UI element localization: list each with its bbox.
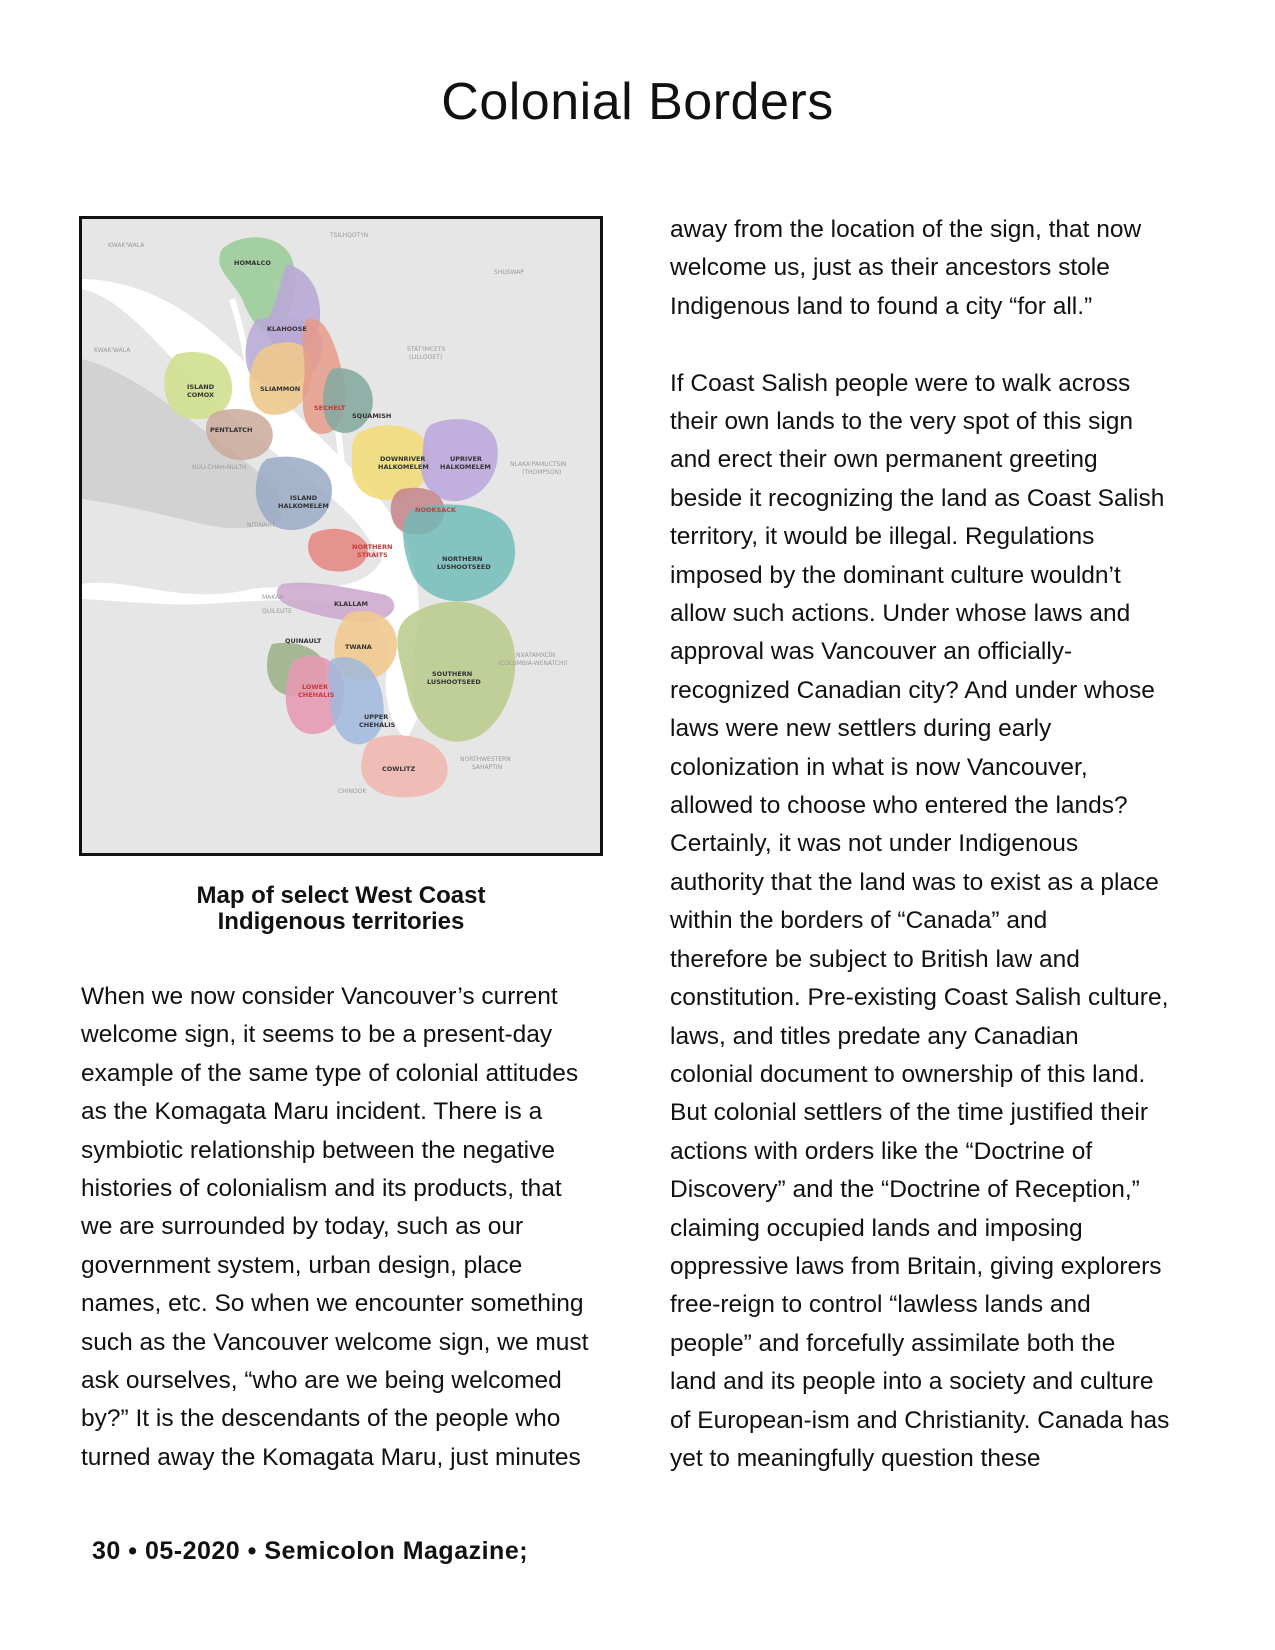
text-line: welcome us, just as their ancestors stole xyxy=(670,254,1110,282)
map-label-makah: MAKAH xyxy=(262,594,284,601)
territory-map xyxy=(79,216,603,856)
text-line: Discovery” and the “Doctrine of Reception,” xyxy=(670,1176,1140,1204)
text-line: But colonial settlers of the time justified their xyxy=(670,1099,1148,1127)
text-line: colonial document to ownership of this land. xyxy=(670,1060,1146,1088)
text-line: welcome sign, it seems to be a present-day xyxy=(81,1021,553,1049)
map-label-quileute: QUILEUTE xyxy=(262,608,292,615)
text-line: Certainly, it was not under Indigenous xyxy=(670,830,1079,858)
text-line: government system, urban design, place xyxy=(81,1251,523,1279)
map-label-twana: TWANA xyxy=(345,643,372,651)
map-label-island-halk-1: ISLAND xyxy=(290,494,318,502)
map-label-northern-lush-2: LUSHOOTSEED xyxy=(437,563,491,571)
map-label-downriver-2: HALKOMELEM xyxy=(378,463,429,471)
text-line: as the Komagata Maru incident. There is a xyxy=(81,1098,543,1126)
map-label-klahoose: KLAHOOSE xyxy=(267,325,307,333)
map-label-nw-sahaptin-2: SAHAPTIN xyxy=(472,764,503,771)
text-line: we are surrounded by today, such as our xyxy=(81,1213,524,1241)
text-line: recognized Canadian city? And under whose xyxy=(670,676,1155,704)
text-line: away from the location of the sign, that now xyxy=(670,216,1142,243)
map-label-statimcets-2: (LILLOOET) xyxy=(409,354,443,361)
map-label-nxaamxcin-2: (COLUMBIA-WENATCHI) xyxy=(498,660,568,667)
right-column-text xyxy=(670,211,1210,1478)
text-line: such as the Vancouver welcome sign, we must xyxy=(81,1328,589,1356)
map-label-northern-lush-1: NORTHERN xyxy=(442,555,483,563)
text-line: within the borders of “Canada” and xyxy=(670,907,1048,935)
text-line: actions with orders like the “Doctrine of xyxy=(670,1137,1093,1165)
map-label-tsilhqotin: TSILHQOT'IN xyxy=(330,232,369,239)
text-line: claiming occupied lands and imposing xyxy=(670,1214,1083,1242)
text-line: histories of colonialism and its products, that xyxy=(81,1175,562,1203)
right-paragraph-2 xyxy=(670,365,1210,1479)
map-label-kwakwala-south: KWAK'WALA xyxy=(94,347,131,354)
text-line: oppressive laws from Britain, giving explorers xyxy=(670,1252,1162,1280)
text-line: and erect their own permanent greeting xyxy=(670,446,1098,474)
map-label-klallam: KLALLAM xyxy=(334,600,368,608)
map-label-upriver-1: UPRIVER xyxy=(450,455,482,463)
map-label-chinook: CHINOOK xyxy=(338,788,367,795)
map-caption-line-1: Map of select West Coast xyxy=(196,882,486,909)
map-label-northern-straits-1: NORTHERN xyxy=(352,543,393,551)
map-label-nooksack: NOOKSACK xyxy=(415,506,457,514)
text-line: symbiotic relationship between the negative xyxy=(81,1136,555,1164)
page-footer: 30 • 05-2020 • Semicolon Magazine; xyxy=(92,1537,529,1565)
map-label-nitinaht: NITINAHT xyxy=(247,522,276,529)
text-line: laws, and titles predate any Canadian xyxy=(670,1022,1079,1050)
text-line: authority that the land was to exist as a place xyxy=(670,868,1159,896)
map-label-southern-lush-2: LUSHOOTSEED xyxy=(427,678,481,686)
text-line: constitution. Pre-existing Coast Salish culture, xyxy=(670,984,1169,1012)
paragraph-gap xyxy=(670,326,1210,364)
page-title: Colonial Borders xyxy=(441,73,834,131)
map-label-sechelt: SECHELT xyxy=(314,404,346,412)
map-label-nw-sahaptin-1: NORTHWESTERN xyxy=(460,756,511,763)
map-label-quinault: QUINAULT xyxy=(285,637,322,645)
map-label-sliammon: SLIAMMON xyxy=(260,385,301,393)
text-line: allowed to choose who entered the lands? xyxy=(670,792,1128,820)
map-label-upriver-2: HALKOMELEM xyxy=(440,463,491,471)
text-line: If Coast Salish people were to walk across xyxy=(670,369,1131,397)
text-line: allow such actions. Under whose laws and xyxy=(670,600,1131,628)
map-label-upper-chehalis-1: UPPER xyxy=(364,713,389,721)
map-label-kwakwala-north: KWAK'WALA xyxy=(108,242,145,249)
text-line: example of the same type of colonial attitudes xyxy=(81,1059,579,1087)
map-label-nlaka-1: NLAKA'PAMUCTSIN xyxy=(510,461,567,468)
map-label-homalco: HOMALCO xyxy=(234,259,271,267)
map-label-northern-straits-2: STRAITS xyxy=(357,551,388,559)
text-line: When we now consider Vancouver’s current xyxy=(81,983,558,1010)
map-caption-line-2: Indigenous territories xyxy=(217,908,465,935)
map-label-island-halk-2: HALKOMELEM xyxy=(278,502,329,510)
map-label-pentlatch: PENTLATCH xyxy=(210,426,253,434)
map-caption xyxy=(79,883,603,935)
text-line: yet to meaningfully question these xyxy=(670,1444,1041,1472)
map-label-shuswap: SHUSWAP xyxy=(494,269,524,276)
text-line: colonization in what is now Vancouver, xyxy=(670,753,1088,781)
text-line: by?” It is the descendants of the people who xyxy=(81,1405,561,1433)
text-line: beside it recognizing the land as Coast Salish xyxy=(670,484,1165,512)
text-line: therefore be subject to British law and xyxy=(670,945,1080,973)
map-label-downriver-1: DOWNRIVER xyxy=(380,455,426,463)
map-label-island-comox-2: COMOX xyxy=(187,391,215,399)
map-label-lower-chehalis-2: CHEHALIS xyxy=(298,691,335,699)
text-line: people” and forcefully assimilate both the xyxy=(670,1329,1116,1357)
map-label-nlaka-2: (THOMPSON) xyxy=(522,469,562,476)
map-label-upper-chehalis-2: CHEHALIS xyxy=(359,721,396,729)
map-label-lower-chehalis-1: LOWER xyxy=(302,683,329,691)
left-column-text xyxy=(81,978,611,1477)
text-line: names, etc. So when we encounter something xyxy=(81,1290,584,1318)
map-label-nuu-chah-nulth: NUU-CHAH-NULTH xyxy=(192,464,247,471)
text-line: free-reign to control “lawless lands and xyxy=(670,1291,1091,1319)
text-line: Indigenous land to found a city “for all.” xyxy=(670,292,1093,320)
text-line: approval was Vancouver an officially- xyxy=(670,638,1073,666)
text-line: territory, it would be illegal. Regulations xyxy=(670,523,1095,551)
map-label-statimcets-1: STÁT'IMCETS xyxy=(407,346,446,353)
map-label-southern-lush-1: SOUTHERN xyxy=(432,670,473,678)
text-line: land and its people into a society and culture xyxy=(670,1368,1154,1396)
text-line: laws were new settlers during early xyxy=(670,715,1052,743)
territory-map-graphic xyxy=(82,219,600,853)
map-label-cowlitz: COWLITZ xyxy=(382,765,416,773)
right-paragraph-1 xyxy=(670,211,1210,326)
text-line: of European-ism and Christianity. Canada has xyxy=(670,1406,1170,1434)
text-line: imposed by the dominant culture wouldn’t xyxy=(670,561,1121,589)
map-label-squamish: SQUAMISH xyxy=(352,412,392,420)
text-line: ask ourselves, “who are we being welcomed xyxy=(81,1367,562,1395)
text-line: their own lands to the very spot of this sign xyxy=(670,408,1134,436)
map-label-island-comox-1: ISLAND xyxy=(187,383,215,391)
text-line: turned away the Komagata Maru, just minutes xyxy=(81,1443,581,1471)
map-label-nxaamxcin-1: NXAʔAMXCÍN xyxy=(516,652,556,659)
